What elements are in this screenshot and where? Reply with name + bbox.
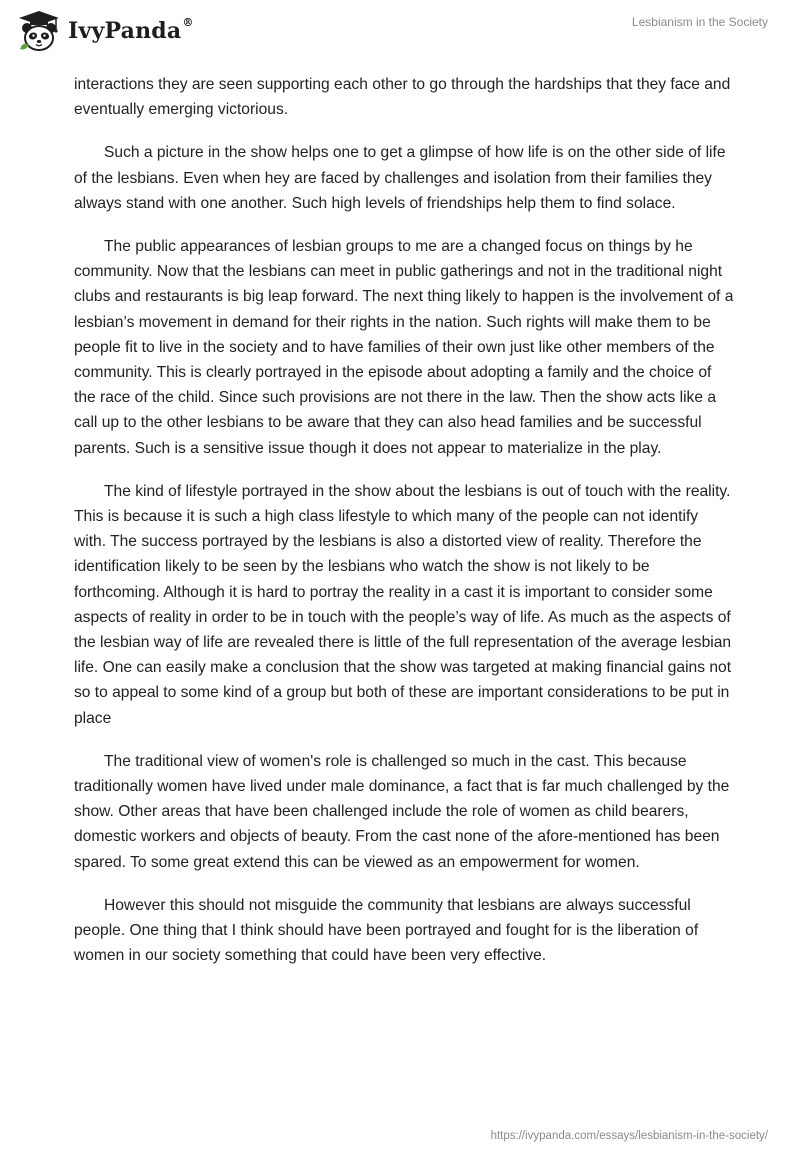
brand-name: IvyPanda® xyxy=(68,16,194,44)
panda-graduate-icon xyxy=(16,8,62,54)
essay-paragraph-3: The public appearances of lesbian groups to me are a changed focus on things by he community. Now that the lesbians can meet in public gatherings and not in the traditional night clubs and restaurants is big leap forward. The next thing likely to happen is the involvement of a lesbian’s movement in demand for their rights in the nation. Such rights will make them to be people fit to live in the society and to have families of their own just like other members of the community. This is clearly portrayed in the episode about adopting a family and the choice of the race of the child. Since such provisions are not there in the law. Then the show acts like a call up to the other lesbians to be aware that they can also head families and be successful parents. Such is a sensitive issue though it does not appear to materialize in the play. xyxy=(74,238,734,457)
document-title: Lesbianism in the Society xyxy=(631,15,768,29)
ivypanda-logo[interactable] xyxy=(16,8,194,54)
page-header xyxy=(0,0,800,64)
registered-mark: ® xyxy=(182,16,194,29)
essay-paragraph-4: The kind of lifestyle portrayed in the show about the lesbians is out of touch with the reality. This is because it is such a high class lifestyle to which many of the people can not identify with. The success portrayed by the lesbians is also a distorted view of reality. Therefore the identification likely to be seen by the lesbians who watch the show is not likely to be forthcoming. Although it is hard to portray the reality in a cast it is important to consider some aspects of reality in order to be in touch with the people’s way of life. As much as the aspects of the lesbian way of life are revealed there is little of the full representation of the average lesbian life. One can easily make a conclusion that the show was targeted at making financial gains not so to appeal to some kind of a group but both of these are important considerations to be put in place xyxy=(74,482,732,727)
essay-paragraph-2: Such a picture in the show helps one to get a glimpse of how life is on the other side of life of the lesbians. Even when hey are faced by challenges and isolation from their families they always stand with one another. Such high levels of friendships help them to find solace. xyxy=(74,144,726,212)
source-url[interactable]: https://ivypanda.com/essays/lesbianism-in-the-society/ xyxy=(490,1130,768,1142)
essay-body xyxy=(74,72,734,987)
essay-paragraph-6: However this should not misguide the community that lesbians are always successful people. One thing that I think should have been portrayed and fought for is the liberation of women in our society something that could have been very effective. xyxy=(74,896,699,965)
essay-paragraph-5: The traditional view of women's role is challenged so much in the cast. This because traditionally women have lived under male dominance, a fact that is far much challenged by the show. Other areas that have been challenged include the role of women as child bearers, domestic workers and objects of beauty. From the cast none of the afore-mentioned has been spared. To some great extend this can be viewed as an empowerment for women. xyxy=(74,752,730,871)
essay-paragraph-1: interactions they are seen supporting each other to go through the hardships that they face and eventually emerging victorious. xyxy=(74,76,731,119)
